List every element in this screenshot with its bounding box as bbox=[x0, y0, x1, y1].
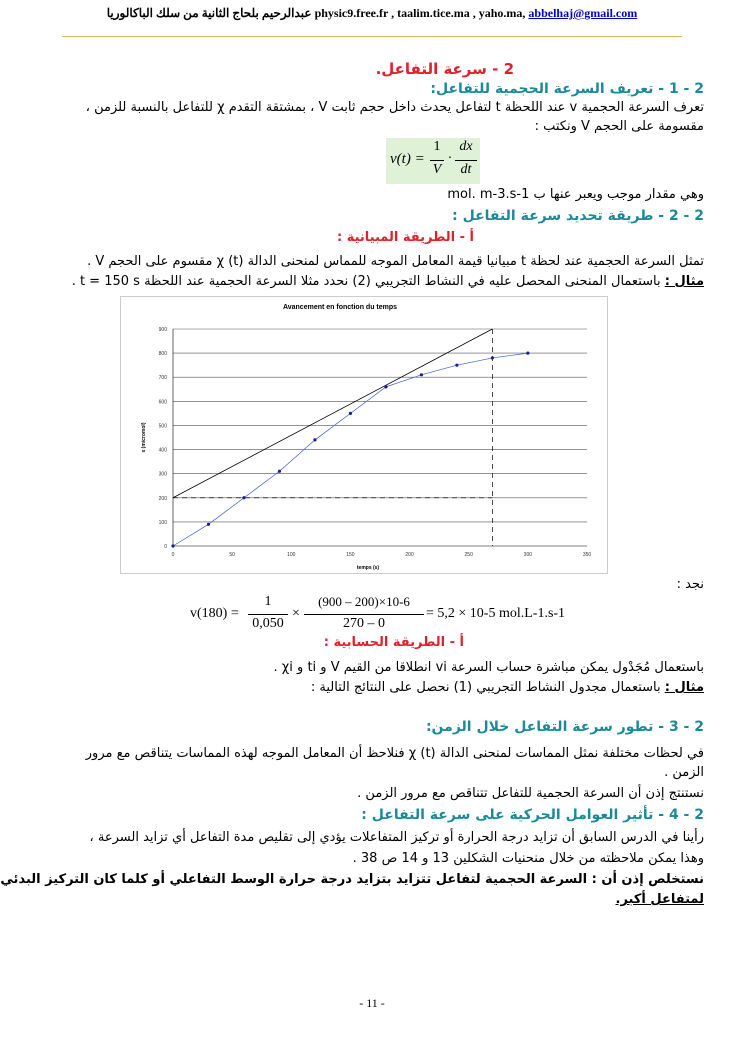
s23-line2: الزمن . bbox=[664, 765, 704, 780]
result-lhs: v(180) = bbox=[190, 606, 239, 621]
result-f2-num: (900 – 200)×10-6 bbox=[318, 594, 410, 609]
avancement-chart bbox=[121, 297, 607, 573]
formula-bar-2 bbox=[455, 160, 477, 161]
page-header bbox=[0, 6, 744, 21]
formula-num: 1 bbox=[433, 139, 441, 154]
x-tick-label: 150 bbox=[346, 552, 355, 558]
chart-title: Avancement en fonction du temps bbox=[282, 304, 398, 311]
header-text: عبدالرحيم بلحاج الثانية من سلك الباكالوريا physic9.free.fr , taalim.tice.ma , yaho.ma, bbox=[106, 6, 526, 20]
data-point bbox=[171, 544, 174, 547]
x-tick-label: 200 bbox=[405, 552, 414, 558]
calc-example bbox=[311, 679, 704, 697]
example-text: باستعمال المنحنى المحصل عليه في النشاط التجريبي (2) نحدد مثلا السرعة الحجمية عند اللحظة t = 150 s . bbox=[71, 274, 661, 289]
section-title: 2 - سرعة التفاعل. bbox=[375, 60, 514, 78]
data-point bbox=[278, 470, 281, 473]
y-tick-label: 600 bbox=[158, 399, 167, 406]
y-tick-label: 700 bbox=[158, 375, 167, 382]
data-point bbox=[207, 523, 210, 526]
result-times: × bbox=[292, 606, 300, 621]
formula-den2: dt bbox=[460, 162, 472, 177]
subsection-2-1-title: 2 - 1 - تعريف السرعة الحجمية للتفاعل: bbox=[430, 81, 704, 97]
formula-lhs: v(t) = bbox=[390, 151, 425, 167]
find-label: نجد : bbox=[676, 577, 704, 592]
s24-line4: لمتفاعل أكبر. bbox=[615, 892, 704, 907]
data-point bbox=[455, 364, 458, 367]
s24-line2: وهذا يمكن ملاحظته من خلال منحنيات الشكلين 13 و 14 ص 38 . bbox=[352, 851, 704, 866]
example-label: مثال : bbox=[664, 274, 704, 289]
subsection-2-4-title: 2 - 4 - تأثير العوامل الحركية على سرعة التفاعل : bbox=[361, 807, 704, 823]
data-point bbox=[420, 373, 423, 376]
s22-line1: تمثل السرعة الحجمية عند لحظة t مبيانيا قيمة المعامل الموجه للمماس لمنحنى الدالة χ (t) مقسوم على الحجم V . bbox=[87, 254, 704, 269]
y-tick-label: 0 bbox=[164, 544, 167, 550]
result-formula bbox=[190, 594, 590, 634]
s22-example bbox=[72, 273, 704, 291]
data-point bbox=[242, 496, 245, 499]
x-tick-label: 250 bbox=[464, 552, 473, 558]
s23-line3: نستنتج إذن أن السرعة الحجمية للتفاعل تتناقص مع مرور الزمن . bbox=[357, 786, 704, 801]
y-tick-label: 100 bbox=[158, 519, 167, 526]
rate-formula bbox=[386, 138, 480, 184]
data-point bbox=[384, 385, 387, 388]
s23-line1: في لحظات مختلفة نمثل المماسات لمنحنى الدالة χ (t) فنلاحظ أن المعامل الموجه لهذه المماسات يتناقص مع مرور bbox=[85, 746, 704, 761]
s21-line2: مقسومة على الحجم V ونكتب : bbox=[534, 119, 704, 134]
s21-unit-line: وهي مقدار موجب ويعبر عنها ب mol. m-3.s-1 bbox=[447, 187, 704, 202]
y-tick-label: 900 bbox=[158, 327, 167, 333]
header-divider bbox=[62, 36, 682, 37]
calc-example-label: مثال : bbox=[664, 680, 704, 695]
tangent-line bbox=[173, 329, 492, 498]
result-rhs: = 5,2 × 10-5 mol.L-1.s-1 bbox=[426, 606, 566, 621]
y-tick-label: 400 bbox=[158, 447, 167, 454]
page-number: - 11 - bbox=[359, 996, 385, 1010]
data-point bbox=[313, 438, 316, 441]
y-tick-label: 500 bbox=[158, 423, 167, 430]
x-tick-label: 350 bbox=[582, 552, 592, 558]
s24-line1: رأينا في الدرس السابق أن تزايد درجة الحرارة أو تركيز المتفاعلات يؤدي إلى تقليص مدة التفاعل أي تزايد السرعة ، bbox=[89, 830, 704, 845]
result-f1-den: 0,050 bbox=[252, 616, 284, 631]
s24-line3: نستخلص إذن أن : السرعة الحجمية لتفاعل تتزايد بتزايد درجة حرارة الوسط التفاعلي أو كلما كان التركيز البدئي bbox=[0, 872, 704, 887]
calc-example-text: باستعمال مجدول النشاط التجريبي (1) نحصل على النتائج التالية : bbox=[310, 680, 661, 695]
data-point bbox=[491, 356, 494, 359]
y-axis-label: x (micromol) bbox=[141, 422, 147, 453]
x-axis-label: temps (s) bbox=[356, 565, 380, 571]
calc-method-title: أ - الطريقة الحسابية : bbox=[323, 635, 464, 650]
result-f1-num: 1 bbox=[264, 594, 272, 609]
y-tick-label: 200 bbox=[158, 495, 167, 502]
y-tick-label: 300 bbox=[158, 471, 167, 478]
chart-container bbox=[120, 296, 608, 574]
result-bar-1 bbox=[248, 614, 288, 615]
calc-line1: باستعمال مُجَدْول يمكن مباشرة حساب السرعة vi انطلاقا من القيم V و ti و χi . bbox=[273, 660, 704, 675]
data-point bbox=[526, 352, 529, 355]
x-tick-label: 300 bbox=[523, 552, 533, 558]
subsection-2-2-title: 2 - 2 - طريقة تحديد سرعة التفاعل : bbox=[452, 208, 704, 224]
s21-line1: تعرف السرعة الحجمية v عند اللحظة t لتفاعل يحدث داخل حجم ثابت V ، بمشتقة التقدم χ للتفاعل بالنسبة للزمن ، bbox=[85, 100, 704, 115]
data-point bbox=[349, 412, 352, 415]
formula-dot: · bbox=[447, 151, 453, 166]
formula-den: V bbox=[432, 162, 442, 177]
x-tick-label: 50 bbox=[229, 552, 235, 558]
x-tick-label: 100 bbox=[287, 552, 296, 558]
result-f2-den: 270 – 0 bbox=[343, 616, 385, 631]
header-email-link[interactable]: abbelhaj@gmail.com bbox=[528, 6, 638, 20]
formula-num2: dx bbox=[459, 139, 473, 154]
x-tick-label: 0 bbox=[171, 552, 175, 558]
y-tick-label: 800 bbox=[158, 351, 167, 358]
formula-bar-1 bbox=[430, 160, 444, 161]
result-bar-2 bbox=[304, 614, 424, 615]
subsection-2-3-title: 2 - 3 - تطور سرعة التفاعل خلال الزمن: bbox=[425, 719, 704, 735]
graph-method-title: أ - الطريقة المبيانية : bbox=[337, 230, 474, 245]
